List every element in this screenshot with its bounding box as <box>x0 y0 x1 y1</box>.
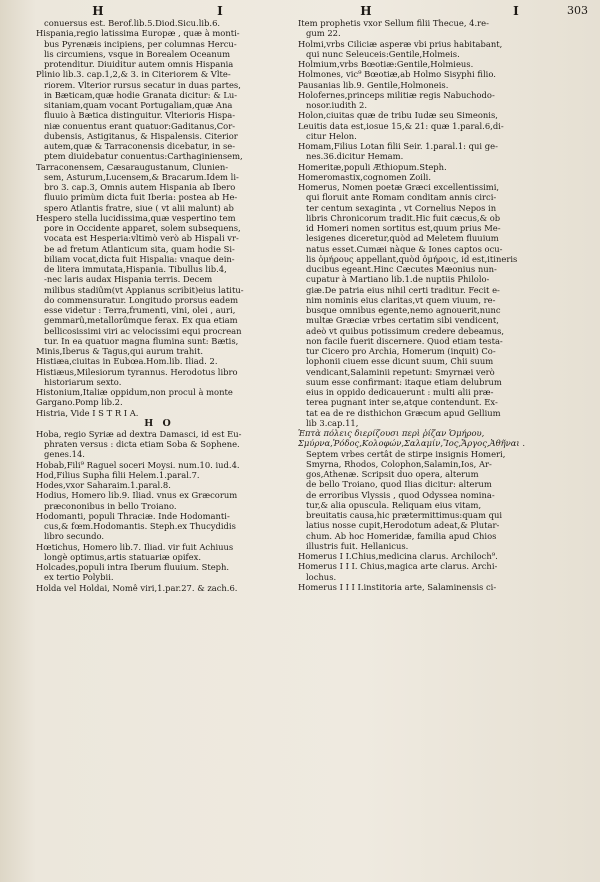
text-line: in Bæticam,quæ hodie Granata dicitur: & Lu- <box>44 89 238 100</box>
text-line: cus,& fœm.Hodomantis. Steph.ex Thucydidis <box>44 521 236 531</box>
text-line: vendicant,Salaminii repetunt: Smyrnæi verò <box>306 366 495 377</box>
text-line: Ἑπτὰ πόλεις διερίζουσι περὶ ῥίζαν Ὁμήρου, <box>298 428 485 438</box>
running-head-letter: H <box>360 4 373 18</box>
text-line: Hodes,vxor Saharaim.1.paral.8. <box>36 480 171 490</box>
text-line: Hespero stella lucidissima,quæ vespertino tem <box>36 212 236 223</box>
text-line: lesigenes diceretur,quòd ad Meletem fluuium <box>306 233 499 244</box>
text-line: bus Pyrenæis incipiens, per columnas Hercu- <box>44 38 237 49</box>
text-line: breuitatis causa,hic prætermittimus:quam qui <box>306 510 503 520</box>
text-line: eius in oppido dedicauerunt : multi alii præ- <box>306 387 494 397</box>
text-line: Hœtichus, Homero lib.7. Iliad. vir fuit Achiuus <box>36 541 234 552</box>
text-line: latius nosse cupit,Herodotum adeat,& Plutar- <box>306 520 500 531</box>
text-line: Homerus I I I. Chius,magica arte clarus. Archi- <box>298 561 498 572</box>
text-line: giæ.De patria eius nihil certi traditur. Fecit e- <box>306 284 500 295</box>
text-line: biliam vocat,dicta fuit Hispalia: vnaque dein- <box>44 253 235 264</box>
text-line: sitaniam,quam vocant Portugaliam,quæ Ana <box>44 100 233 110</box>
text-line: Leuitis data est,iosue 15,& 21: quæ 1.paral.6,di- <box>298 120 504 131</box>
text-line: Holda vel Holdai, Nomê viri,1.par.27. & zach.6. <box>36 582 238 593</box>
text-line: sem, Asturum,Lucensem,& Bracarum.Idem li- <box>44 171 239 182</box>
text-line: Homeromastix,cognomen Zoili. <box>298 171 431 182</box>
text-line: Minis,Iberus & Tagus,qui aurum trahit. <box>36 346 203 356</box>
text-line: Histiæa,ciuitas in Eubœa.Hom.lib. Iliad. 2. <box>36 356 218 367</box>
text-line: esse videtur : Terra,frumenti, vini, olei , auri, <box>44 305 236 315</box>
text-line: Homeritæ,populi Æthiopum.Steph. <box>298 161 447 172</box>
text-line: præcononibus in bello Troiano. <box>44 500 177 511</box>
running-head-letter: I <box>513 4 520 18</box>
text-line: suum esse confirmant: itaque etiam delubrum <box>306 376 502 387</box>
text-line: bellicosissimi viri ac velocissimi equi procrean <box>44 325 242 336</box>
text-line: illustris fuit. Hellanicus. <box>306 540 409 551</box>
running-head-left <box>36 4 280 18</box>
two-column-body <box>36 18 590 593</box>
text-line: libro secundo. <box>44 531 105 542</box>
text-line: nim nominis eius claritas,vt quem viuum, re- <box>306 294 496 305</box>
text-line: Tarraconensem, Cæsaraugustanum, Clunien- <box>36 161 229 172</box>
text-line: historiarum sexto. <box>44 376 122 387</box>
left-column <box>36 18 290 593</box>
text-line: Holmi,vrbs Ciliciæ asperæ vbi prius habitabant, <box>298 38 503 49</box>
section-letter-ho: H O <box>144 417 174 429</box>
text-line: Histiæus,Milesiorum tyrannus. Herodotus libro <box>36 366 238 377</box>
text-line: lophonii ciuem esse dicunt suum, Chii suum <box>306 356 494 367</box>
text-line: phraten versus : dicta etiam Soba & Sophene. <box>44 439 240 449</box>
text-line: lochus. <box>306 571 337 582</box>
text-line: protenditur. Diuiditur autem omnis Hispania <box>44 59 234 69</box>
running-head-letter: I <box>217 4 224 18</box>
text-line: Homam,Filius Lotan filii Seir. 1.paral.1: qui ge- <box>298 141 498 151</box>
text-line: genes.14. <box>44 449 85 460</box>
text-line: adeò vt quibus potissimum credere debeamus, <box>306 325 505 336</box>
text-line: busque omnibus egente,nemo agnouerit,nunc <box>306 305 501 315</box>
text-line: milibus stadiûm(vt Appianus scribit)eius latitu- <box>44 284 244 295</box>
text-line: Histria, Vide I S T R I A. <box>36 407 139 418</box>
running-head <box>36 4 590 18</box>
text-line: Hispania,regio latissima Europæ , quæ à monti- <box>36 28 240 39</box>
text-line: citur Helon. <box>306 130 357 141</box>
text-line: gemmarû,metallorûmque ferax. Ex qua etiam <box>44 315 238 326</box>
text-line: terea pugnant inter se,atque contendunt. Ex- <box>306 397 498 408</box>
text-line: Holon,ciuitas quæ de tribu Iudæ seu Simeonis, <box>298 110 498 121</box>
text-line: Homerus, Nomen poetæ Græci excellentissimi, <box>298 182 500 192</box>
text-line: bro 3. cap.3, Omnis autem Hispania ab Ibero <box>44 182 236 192</box>
text-line: de litera immutata,Hispania. Tibullus lib.4, <box>44 264 227 274</box>
text-line: tur,& alia opuscula. Reliquam eius vitam, <box>306 499 482 510</box>
text-line: cupatur à Martiano lib.1.de nuptiis Philolo- <box>306 274 490 285</box>
left-column-entries-h-o <box>36 429 282 593</box>
text-line: Homerus I I.Chius,medicina clarus. Archiloch⁹. <box>298 551 498 561</box>
text-line: -nec laris audax Hispania terris. Decem <box>44 274 213 285</box>
text-line: natus esset.Cumæi nàque & Iones captos ocu- <box>306 243 503 254</box>
text-line: longè optimus,artis statuariæ opifex. <box>44 551 201 562</box>
text-line: Hodomanti, populi Thraciæ. Inde Hodomanti- <box>36 510 230 521</box>
text-line: de bello Troiano, quod Ilias dicitur: alterum <box>306 479 492 490</box>
text-line: Hobab,Fili⁹ Raguel soceri Moysi. num.10. iud.4. <box>36 459 240 470</box>
text-line: Holcades,populi intra Iberum fluuium. Steph. <box>36 562 230 572</box>
text-line: autem,quæ & Tarraconensis dicebatur, in se- <box>44 141 236 151</box>
left-column-entries-h-i <box>36 18 282 418</box>
text-line: nosor.iudith 2. <box>306 100 368 110</box>
text-line: Hod,Filius Supha filii Helem.1.paral.7. <box>36 469 200 480</box>
text-line: Σμύρνα,Ῥόδος,Κολοφών,Σαλαμίν,Ἴος,Ἄργος,Ἀθῆναι . <box>298 438 526 449</box>
text-line: gos,Athenæ. Scripsit duo opera, alterum <box>306 469 479 479</box>
text-line: qui floruit ante Romam conditam annis circi- <box>306 192 497 203</box>
text-line: id Homeri nomen sortitus est,quum prius Me- <box>306 223 501 233</box>
text-line: Gargano.Pomp lib.2. <box>36 397 123 408</box>
right-column-entries <box>298 18 590 592</box>
text-line: de erroribus Vlyssis , quod Odyssea nomina- <box>306 489 495 500</box>
text-line: tat ea de re disthichon Græcum apud Gellium <box>306 407 501 418</box>
text-line: spero Atlantis fratre, siue ( vt alii malunt) ab <box>44 202 234 213</box>
text-line: Holmones, vic⁹ Bœotiæ,ab Holmo Sisyphi filio. <box>298 69 496 80</box>
text-line: do commensuratur. Longitudo prorsus eadem <box>44 294 239 305</box>
text-line: vocata est Hesperia:vltimò verò ab Hispali vr- <box>44 233 239 244</box>
text-line: non facile fuerit discernere. Quod etiam testa- <box>306 335 503 346</box>
text-line: ex tertio Polybii. <box>44 572 114 583</box>
text-line: fluuio primùm dicta fuit Iberia: postea ab He- <box>44 192 238 203</box>
text-line: libris Chronicorum tradit.Hic fuit cæcus,& ob <box>306 212 501 223</box>
text-line: Plinio lib.3. cap.1,2,& 3. in Citeriorem & Vlte- <box>36 69 231 80</box>
text-line: ducibus egeant.Hinc Cæcutes Mæonius nun- <box>306 264 497 274</box>
text-line: Pausanias lib.9. Gentile,Holmoneis. <box>298 79 449 90</box>
text-line: Holmium,vrbs Bœotiæ:Gentile,Holmieus. <box>298 59 474 69</box>
text-line: Hoba, regio Syriæ ad dextra Damasci, id est Eu- <box>36 428 242 439</box>
text-line: nes.36.dicitur Hemam. <box>306 151 404 162</box>
text-line: Histonium,Italiæ oppidum,non procul à monte <box>36 387 233 397</box>
running-head-right <box>280 4 590 18</box>
text-line: conuersus est. Berof.lib.5.Diod.Sicu.lib.6. <box>44 18 221 28</box>
text-line: Holofernes,princeps militiæ regis Nabuchodo- <box>298 89 495 100</box>
text-line: Septem vrbes certât de stirpe insignis Homeri, <box>306 448 506 459</box>
right-column <box>290 18 590 593</box>
text-line: Smyrna, Rhodos, Colophon,Salamin,Ios, Ar- <box>306 458 492 469</box>
text-line: riorem. Vlterior rursus secatur in duas partes, <box>44 79 241 90</box>
text-line: tur Cicero pro Archia, Homerum (inquit) Co- <box>306 346 496 356</box>
running-head-letter: H <box>92 4 105 18</box>
text-line: gum 22. <box>306 28 341 39</box>
text-line: fluuio à Bætica distinguitur. Vlterioris Hispa- <box>44 110 236 121</box>
text-line: tur. In ea quatuor magna flumina sunt: Bætis, <box>44 335 239 346</box>
text-line: ter centum sexaginta , vt Cornelius Nepos in <box>306 202 497 213</box>
text-line: Hodius, Homero lib.9. Iliad. vnus ex Græcorum <box>36 490 238 501</box>
text-line: lib 3.cap.11, <box>306 417 359 428</box>
text-line: pore in Occidente apparet, solem subsequens, <box>44 223 241 233</box>
text-line: dubensis, Astigitanus, & Hispalensis. Citerior <box>44 130 238 141</box>
text-line: lis circumiens, vsque in Borealem Oceanum <box>44 48 231 59</box>
text-line: ptem diuidebatur conuentus:Carthaginiensem, <box>44 151 243 162</box>
text-line: niæ conuentus erant quatuor:Gaditanus,Cor- <box>44 120 236 131</box>
text-line: chum. Ab hoc Homeridæ, familia apud Chios <box>306 530 497 541</box>
text-line: lis ὁμήρους appellant,quòd ὁμήροις, id est,itineris <box>306 253 518 264</box>
text-line: Item prophetis vxor Sellum filii Thecue, 4.re- <box>298 18 489 28</box>
text-line: Homerus I I I I.institoria arte, Salaminensis ci- <box>298 581 497 592</box>
text-line: be ad fretum Atlanticum sita, quam hodie Si- <box>44 243 235 254</box>
text-line: multæ Græciæ vrbes certatim sibi vendicent, <box>306 315 499 326</box>
text-line: qui nunc Seleuceis:Gentile,Holmeis. <box>306 48 460 59</box>
page-number: 303 <box>567 4 588 17</box>
